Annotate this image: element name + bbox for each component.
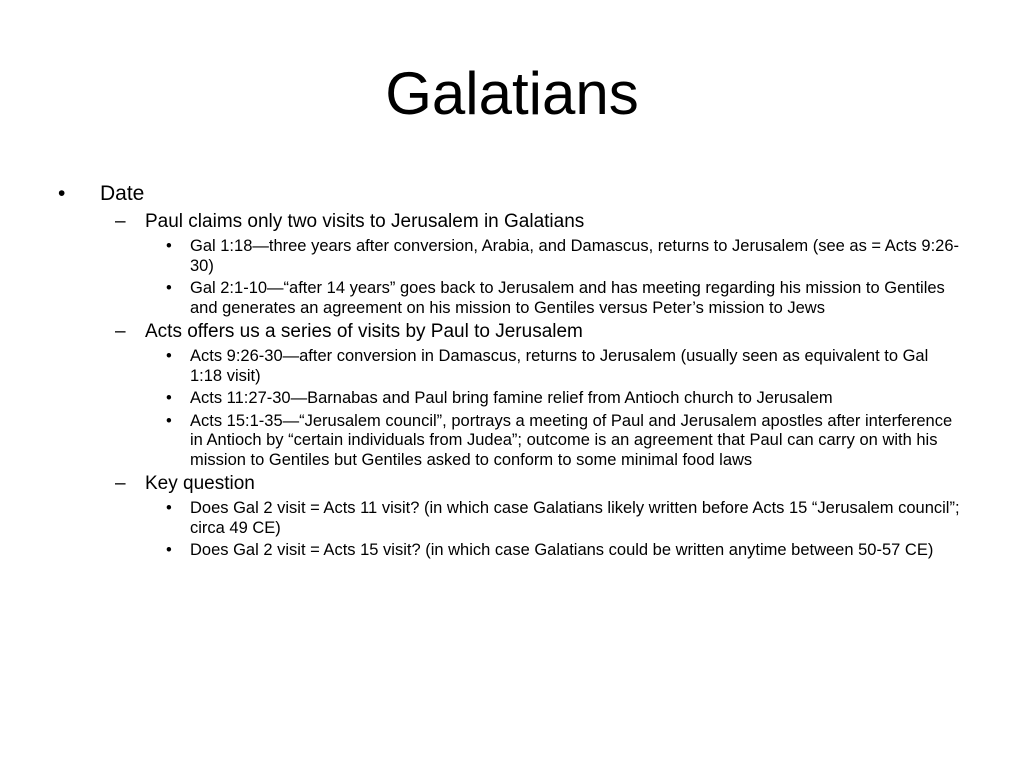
detail-item-acts-9 xyxy=(166,347,960,386)
sub-item-text: Paul claims only two visits to Jerusalem in Galatians xyxy=(145,211,585,232)
bullet-item-date xyxy=(58,180,960,208)
detail-item-text: Acts 15:1-35—“Jerusalem council”, portrays a meeting of Paul and Jerusalem apostles after interference in Antioch by “certain individuals from Judea”; outcome is an agreement that Paul can carry on with his mission to Gentiles but Gentiles asked to conform to some minimal food laws xyxy=(190,411,953,469)
dash-marker: – xyxy=(115,473,126,494)
bullet-marker: • xyxy=(166,499,172,517)
bullet-marker: • xyxy=(166,279,172,297)
bullet-marker: • xyxy=(58,182,66,205)
bullet-marker: • xyxy=(166,411,172,430)
detail-item-text: Gal 1:18—three years after conversion, Arabia, and Damascus, returns to Jerusalem (see as = Acts 9:26-30) xyxy=(190,237,959,275)
detail-item-question-acts-11 xyxy=(166,499,960,538)
sub-item-text: Acts offers us a series of visits by Paul to Jerusalem xyxy=(145,321,583,342)
detail-item-gal-2-1-10 xyxy=(166,279,960,318)
sub-item-key-question xyxy=(115,472,965,496)
bullet-marker: • xyxy=(166,237,172,255)
dash-marker: – xyxy=(115,211,126,232)
detail-item-gal-1-18 xyxy=(166,237,960,276)
detail-item-text: Does Gal 2 visit = Acts 11 visit? (in which case Galatians likely written before Acts 15 “Jerusalem council”; circa 49 CE) xyxy=(190,499,960,537)
detail-item-text: Acts 9:26-30—after conversion in Damascus, returns to Jerusalem (usually seen as equivalent to Gal 1:18 visit) xyxy=(190,347,929,385)
detail-item-text: Gal 2:1-10—“after 14 years” goes back to Jerusalem and has meeting regarding his mission to Gentiles and generates an agreement on his mission to Gentiles versus Peter’s mission to Jews xyxy=(190,279,945,317)
sub-item-text: Key question xyxy=(145,473,255,494)
bullet-marker: • xyxy=(166,541,172,559)
bullet-marker: • xyxy=(166,347,172,365)
dash-marker: – xyxy=(115,321,126,342)
bullet-marker: • xyxy=(166,389,172,407)
detail-item-text: Does Gal 2 visit = Acts 15 visit? (in which case Galatians could be written anytime between 50-57 CE) xyxy=(190,541,934,559)
slide-title: Galatians xyxy=(385,60,639,127)
detail-item-acts-11 xyxy=(166,389,960,409)
sub-item-paul-claims xyxy=(115,210,965,234)
sub-item-acts-offers xyxy=(115,320,965,344)
slide-body xyxy=(0,180,1024,561)
detail-item-acts-15 xyxy=(166,411,960,471)
detail-item-text: Acts 11:27-30—Barnabas and Paul bring famine relief from Antioch church to Jerusalem xyxy=(190,389,833,407)
bullet-text: Date xyxy=(100,182,145,205)
detail-item-question-acts-15 xyxy=(166,541,960,561)
